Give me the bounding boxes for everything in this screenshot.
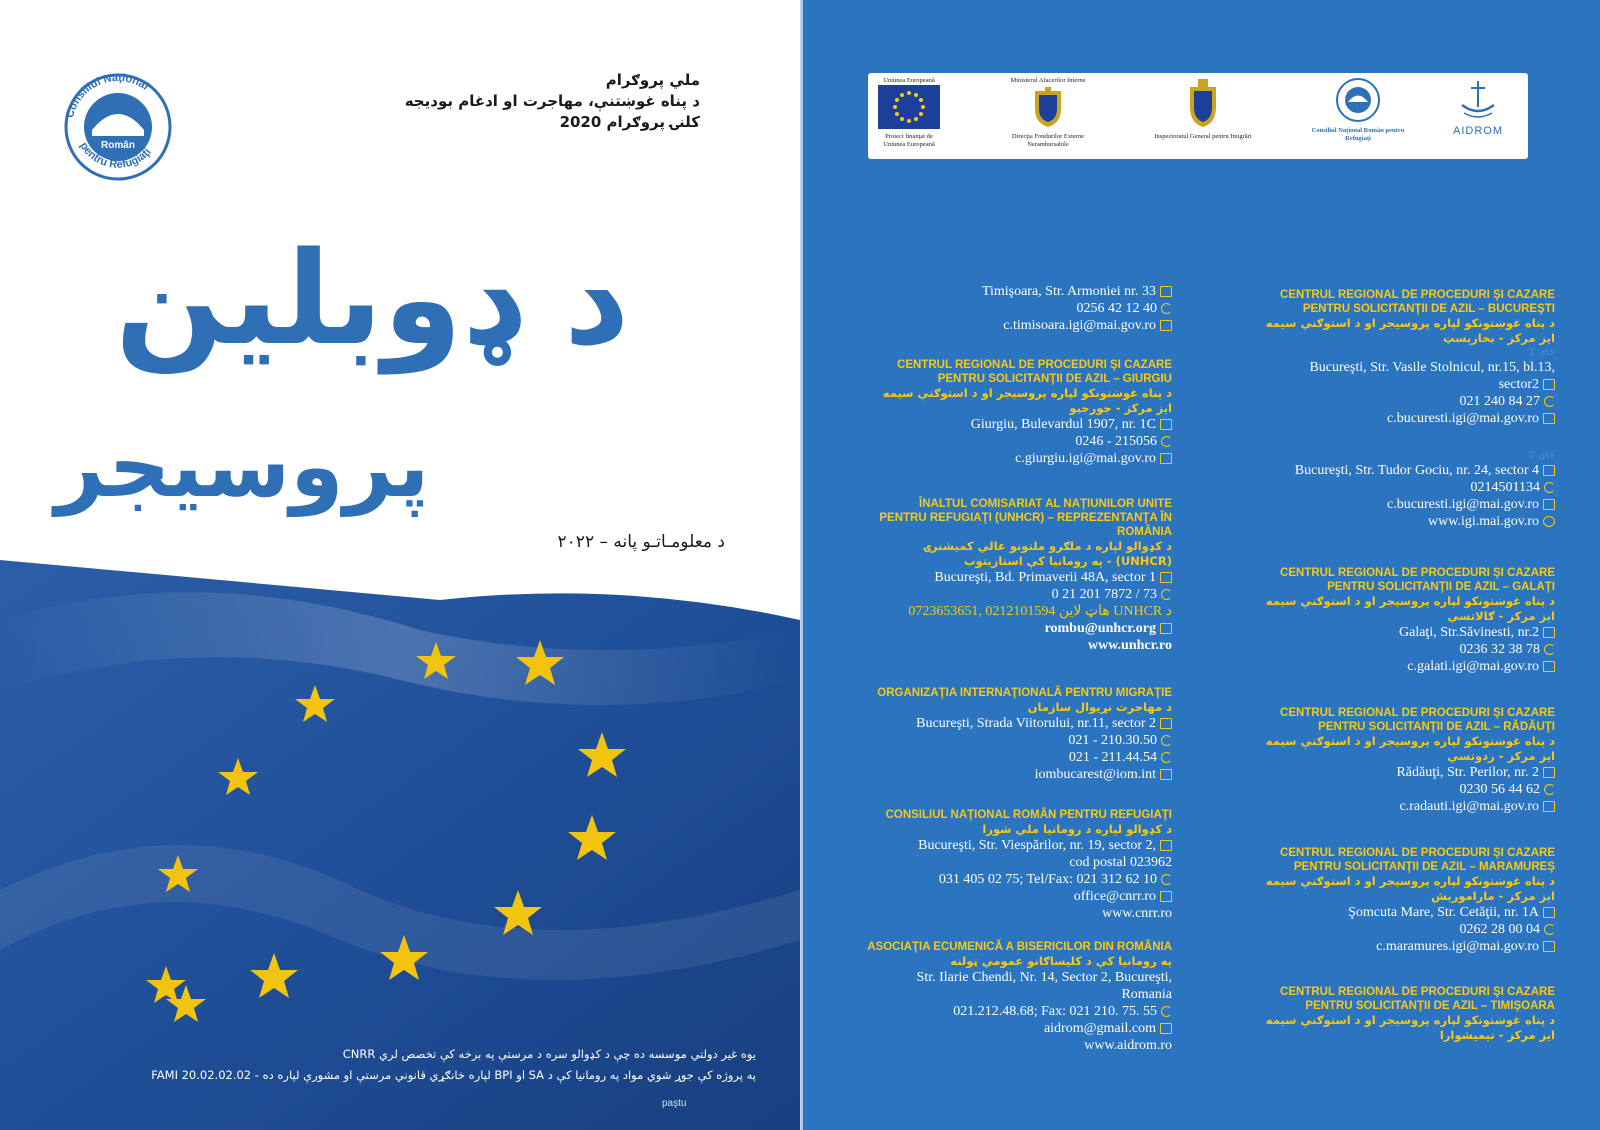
footnote: [150, 1044, 756, 1086]
logo-text-bottom: pentru Refugiaţi: [77, 140, 154, 171]
email-link[interactable]: rombu@unhcr.org: [1044, 621, 1156, 636]
address: Romania: [1121, 987, 1172, 1002]
block-heading-pashto: په رومانیا کې د کلیساګانو عمومي ټولنه: [950, 954, 1172, 968]
address: Bucureşti, Str. Viespărilor, nr. 19, sector 2,: [918, 838, 1156, 853]
website-link[interactable]: www.igi.mai.gov.ro: [1428, 514, 1539, 529]
block-heading: CENTRUL REGIONAL DE PROCEDURI ŞI CAZARE: [1280, 847, 1555, 859]
block-heading: ROMÂNIA: [1117, 526, 1172, 538]
email-link[interactable]: aidrom@gmail.com: [1043, 1021, 1156, 1036]
phone: 021 240 84 27: [1459, 394, 1540, 409]
block-heading: PENTRU REFUGIAŢI (UNHCR) – REPREZENTANŢA ÎN: [879, 512, 1172, 524]
site-label: ځای 2: [1528, 450, 1555, 461]
program-line: د پناه غوښتنې، مهاجرت او ادغام بودیجه: [404, 92, 700, 110]
mail-icon: [1543, 379, 1555, 390]
igi-logo: [1153, 77, 1253, 155]
address: Şomcuta Mare, Str. Cetăţii, nr. 1A: [1348, 905, 1539, 920]
logo-caption: Consiliul Naţional Român pentru Refugiaţi: [1311, 127, 1405, 142]
block-heading: CONSILIUL NAŢIONAL ROMÂN PENTRU REFUGIAŢI: [885, 809, 1172, 821]
block-heading: PENTRU SOLICITANŢII DE AZIL – BUCUREŞTI: [1302, 303, 1555, 315]
phone-icon: [1161, 874, 1172, 885]
block-heading-pashto: د پناه غوښتونکو لپاره پروسیجر او د استوګنې سیمه: [1265, 1013, 1555, 1027]
mail-icon: [1543, 767, 1555, 778]
address: sector2: [1498, 377, 1539, 392]
block-heading-pashto: ایز مرکز - مارامورېش: [1431, 889, 1555, 903]
phone: 0246 - 215056: [1075, 434, 1157, 449]
phone-icon: [1544, 396, 1555, 407]
block-heading-pashto: ایز مرکز - جورجیو: [1069, 401, 1172, 415]
contact-block-timisoara: [812, 283, 1172, 334]
email-link[interactable]: c.timisoara.igi@mai.gov.ro: [1003, 318, 1156, 333]
contact-block-aidrom: [812, 940, 1172, 1054]
phone: 0236 32 38 78: [1459, 642, 1540, 657]
block-heading: ORGANIZAŢIA INTERNAŢIONALĂ PENTRU MIGRAŢIE: [877, 687, 1172, 699]
contact-block-bucuresti: [1195, 288, 1555, 530]
email-icon: [1543, 661, 1555, 672]
block-heading-pashto: د کډوالو لپاره د رومانیا ملي شورا: [982, 822, 1172, 836]
contact-block-giurgiu: [812, 358, 1172, 467]
phone-icon: [1161, 735, 1172, 746]
block-heading-pashto: ایز مرکز - بخارېسټ: [1442, 331, 1555, 345]
phone-icon: [1544, 924, 1555, 935]
email-link[interactable]: c.maramures.igi@mai.gov.ro: [1376, 939, 1539, 954]
logo-name: AIDROM: [1453, 125, 1503, 137]
email-link[interactable]: c.bucuresti.igi@mai.gov.ro: [1387, 497, 1539, 512]
hotline: د UNHCR هاټ لاین 0212101594 ,0723653651: [908, 604, 1172, 619]
subtitle: د معلومـاتـو پانه – ۲۰۲۲: [557, 532, 725, 552]
phone: 021 - 211.44.54: [1068, 750, 1157, 765]
logo-caption: Inspectoratul General pentru Imigrări: [1154, 133, 1252, 140]
phone: 0256 42 12 40: [1076, 301, 1157, 316]
block-heading: CENTRUL REGIONAL DE PROCEDURI ŞI CAZARE: [1280, 707, 1555, 719]
address: Giurgiu, Bulevardul 1907, nr. 1C: [970, 417, 1156, 432]
block-heading-pashto: ایز مرکز - تیمیشوارا: [1439, 1028, 1555, 1042]
email-icon: [1543, 801, 1555, 812]
phone: 021.212.48.68; Fax: 021 210. 75. 55: [953, 1004, 1157, 1019]
email-icon: [1160, 1023, 1172, 1034]
block-heading-pashto: ایز مرکز - ګالاتسي: [1447, 609, 1555, 623]
phone-icon: [1544, 784, 1555, 795]
email-icon: [1160, 769, 1172, 780]
logo-name: Uniunea Europeană: [883, 77, 935, 84]
mail-icon: [1160, 286, 1172, 297]
block-heading: ÎNALTUL COMISARIAT AL NAŢIUNILOR UNITE: [919, 498, 1172, 510]
cnrr-icon: [1335, 77, 1381, 123]
email-link[interactable]: c.giurgiu.igi@mai.gov.ro: [1015, 451, 1156, 466]
footnote-line: یوه غیر دولتي موسسه ده چې د کډوالو سره د مرستې په برخه کې تخصص لري CNRR: [342, 1047, 756, 1061]
coat-of-arms-icon: [1031, 85, 1065, 129]
email-link[interactable]: c.radauti.igi@mai.gov.ro: [1399, 799, 1539, 814]
email-link[interactable]: c.galati.igi@mai.gov.ro: [1407, 659, 1539, 674]
email-icon: [1160, 891, 1172, 902]
block-heading-pashto: د پناه غوښتونکو لپاره پروسیجر او د استوګنې سیمه: [1265, 734, 1555, 748]
block-heading-pashto: د مهاجرت نړیوال سازمان: [1027, 700, 1172, 714]
block-heading: PENTRU SOLICITANŢII DE AZIL – RĂDĂUŢI: [1318, 721, 1555, 733]
block-heading: CENTRUL REGIONAL DE PROCEDURI ŞI CAZARE: [1280, 289, 1555, 301]
email-icon: [1543, 413, 1555, 424]
program-line: ملي پروګرام: [605, 71, 700, 89]
phone-icon: [1161, 589, 1172, 600]
block-heading: CENTRUL REGIONAL DE PROCEDURI ŞI CAZARE: [897, 359, 1172, 371]
phone-icon: [1161, 752, 1172, 763]
address: Galaţi, Str.Săvinesti, nr.2: [1399, 625, 1539, 640]
contact-block-galati: [1195, 566, 1555, 675]
address: Rădăuţi, Str. Perilor, nr. 2: [1396, 765, 1539, 780]
globe-icon: [1543, 516, 1555, 527]
cnrr-logo: [58, 72, 178, 182]
contact-block-radauti: [1195, 706, 1555, 815]
church-ship-icon: [1458, 77, 1498, 121]
website-link[interactable]: www.aidrom.ro: [1084, 1038, 1172, 1053]
site-label: ځای 1: [1528, 347, 1555, 358]
mail-icon: [1160, 572, 1172, 583]
block-heading: CENTRUL REGIONAL DE PROCEDURI ŞI CAZARE: [1280, 567, 1555, 579]
contact-block-cnrr: [812, 808, 1172, 922]
block-heading: PENTRU SOLICITANŢII DE AZIL – TIMIŞOARA: [1305, 1000, 1555, 1012]
address: Bucureşti, Bd. Primaverii 48A, sector 1: [934, 570, 1156, 585]
phone: 0230 56 44 62: [1459, 782, 1540, 797]
logo-text-top: Consiliul Naţional: [63, 72, 151, 120]
address: Bucureşti, Str. Tudor Gociu, nr. 24, sector 4: [1294, 463, 1539, 478]
phone-icon: [1161, 436, 1172, 447]
title-line-2: پروسيجر: [55, 417, 430, 517]
coat-of-arms-icon: [1186, 77, 1220, 129]
address: Timişoara, Str. Armoniei nr. 33: [981, 284, 1156, 299]
block-heading-pashto: د پناه غوښتونکو لپاره پروسیجر او د استوګنې سیمه: [1265, 594, 1555, 608]
block-heading-pashto: ایز مرکز - ردوتسي: [1447, 749, 1555, 763]
footnote-line: په پروژه کې جوړ شوي مواد په رومانیا کې د SA او BPI لپاره خانګړي قانوني مرستې او مشورې لپاره ده - FAMI 20.02.02.02: [151, 1068, 756, 1082]
phone-icon: [1544, 482, 1555, 493]
phone: 0214501134: [1470, 480, 1540, 495]
block-heading: PENTRU SOLICITANŢII DE AZIL – GALAŢI: [1327, 581, 1555, 593]
program-line: کلنۍ پروګرام 2020: [559, 113, 700, 131]
phone: 031 405 02 75; Tel/Fax: 021 312 62 10: [938, 872, 1157, 887]
program-info: [340, 70, 700, 133]
block-heading: PENTRU SOLICITANŢII DE AZIL – GIURGIU: [937, 373, 1172, 385]
block-heading: PENTRU SOLICITANŢII DE AZIL – MARAMUREŞ: [1293, 861, 1555, 873]
phone-icon: [1161, 1006, 1172, 1017]
postal-code: cod postal 023962: [1069, 855, 1172, 870]
title-line-1: د ډوبلين: [115, 225, 630, 374]
contact-block-iom: [812, 686, 1172, 783]
block-heading-pashto: (UNHCR) - په رومانیا کې استازیتوب: [963, 554, 1172, 568]
mai-logo: [998, 77, 1098, 155]
eu-logo: [876, 77, 942, 155]
logo-name: Ministerul Afacerilor Interne: [1010, 77, 1086, 84]
address: Bucureşti, Str. Vasile Stolnicul, nr.15, bl.13,: [1309, 360, 1555, 375]
phone: 021 - 210.30.50: [1068, 733, 1157, 748]
block-heading: ASOCIAŢIA ECUMENICĂ A BISERICILOR DIN ROMÂNIA: [867, 941, 1172, 953]
logo-caption: Direcţia Fondurilor Externe Nerambursabile: [1011, 133, 1085, 148]
partner-logo-strip: [868, 73, 1528, 159]
email-link[interactable]: c.bucuresti.igi@mai.gov.ro: [1387, 411, 1539, 426]
mail-icon: [1160, 419, 1172, 430]
block-heading-pashto: د پناه غوښتونکو لپاره پروسیجر او د استوګنې سیمه: [1265, 874, 1555, 888]
email-link[interactable]: iombucarest@iom.int: [1034, 767, 1156, 782]
website-link[interactable]: www.unhcr.ro: [1087, 638, 1172, 653]
aidrom-logo: [1433, 77, 1523, 155]
mail-icon: [1543, 907, 1555, 918]
phone: 0 21 201 7872 / 73: [1051, 587, 1157, 602]
eu-flag-icon: [878, 85, 940, 129]
block-heading-pashto: د کډوالو لپاره د ملګرو ملتونو عالي کمیشنرۍ: [924, 539, 1172, 553]
phone-icon: [1544, 644, 1555, 655]
email-icon: [1160, 623, 1172, 634]
contact-block-unhcr: [812, 497, 1172, 654]
mail-icon: [1543, 465, 1555, 476]
contact-block-maramures: [1195, 846, 1555, 955]
block-heading-pashto: د پناه غوښتونکو لپاره پروسیجر او د استوګنې سیمه: [1265, 316, 1555, 330]
page-fold: [800, 0, 803, 1130]
address: Bucureşti, Strada Viitorului, nr.11, sector 2: [916, 716, 1156, 731]
phone: 0262 28 00 04: [1459, 922, 1540, 937]
phone-icon: [1161, 303, 1172, 314]
block-heading-pashto: د پناه غوښتونکو لپاره پروسیجر او د استوګنې سیمه: [882, 386, 1172, 400]
email-icon: [1160, 453, 1172, 464]
address: Str. Ilarie Chendi, Nr. 14, Sector 2, Bucureşti,: [916, 970, 1172, 985]
mail-icon: [1160, 718, 1172, 729]
contact-block-timisoara-center: [1195, 985, 1555, 1043]
website-link[interactable]: www.cnrr.ro: [1102, 906, 1172, 921]
email-link[interactable]: office@cnrr.ro: [1073, 889, 1156, 904]
email-icon: [1543, 941, 1555, 952]
mail-icon: [1160, 840, 1172, 851]
email-icon: [1160, 320, 1172, 331]
block-heading: CENTRUL REGIONAL DE PROCEDURI ŞI CAZARE: [1280, 986, 1555, 998]
language-tag: paştu: [662, 1098, 687, 1109]
right-page: [800, 0, 1600, 1130]
mail-icon: [1543, 627, 1555, 638]
cnrr-small-logo: [1308, 77, 1408, 155]
logo-caption: Proiect finanţat de Uniunea Europeană: [883, 133, 935, 148]
email-icon: [1543, 499, 1555, 510]
logo-text-middle: Român: [101, 140, 135, 151]
